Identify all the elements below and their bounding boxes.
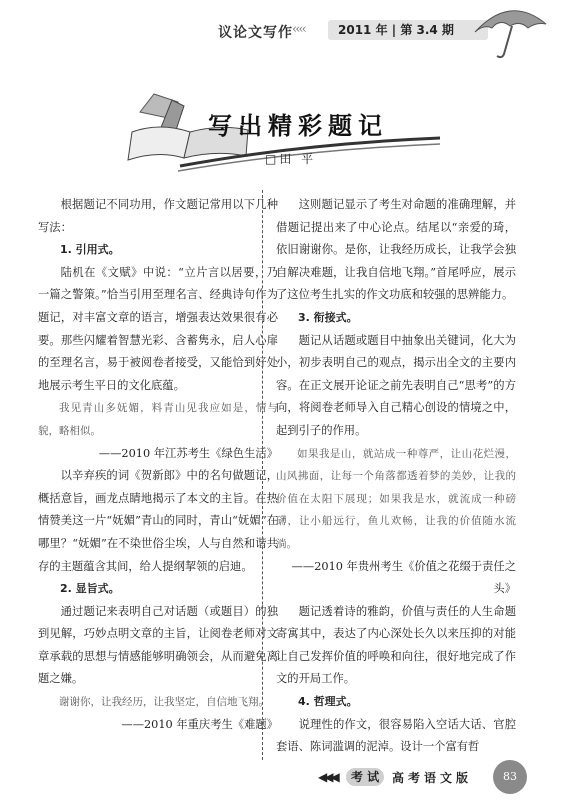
quote-source: ——2010 年贵州考生《价值之花缀于责任之头》 xyxy=(291,559,516,596)
page-number: 83 xyxy=(493,760,527,794)
left-column xyxy=(38,194,278,736)
epigraph-quote: 我见青山多妩媚，料青山见我应如是，情与貌，略相似。 xyxy=(38,402,278,437)
magazine-badge: 考 试 xyxy=(346,768,384,786)
article-title: 写出精彩题记 xyxy=(208,112,388,140)
page-header xyxy=(0,0,581,60)
chevrons-icon: ‹‹‹‹ xyxy=(292,22,305,37)
article-author: □田 平 xyxy=(265,152,317,166)
arrows-icon: ◀◀◀ xyxy=(318,770,337,784)
epigraph-quote: 如果我是山，就站成一种尊严，让山花烂漫，山风拂面，让每一个角落都透着梦的美妙，让我的价值在太阳下展现；如果我是水，就流成一种磅礴，让小船远行，鱼儿欢畅，让我的价值随水流淌。 xyxy=(276,447,516,550)
paragraph: 以辛弃疾的词《贺新郎》中的名句做题记，概括意旨，画龙点睛地揭示了本文的主旨。在热情赞美这一片“妩媚”青山的同时，青山“妩媚”在哪里？“妩媚”在不染世俗尘埃，人与自然和谐共存的主题蕴含其间，给人提纲挈领的启迪。 xyxy=(38,469,278,573)
paragraph: 说理性的作文，很容易陷入空话大话、官腔套语、陈词滥调的泥淖。设计一个富有哲 xyxy=(276,717,516,754)
paragraph: 根据题记不同功用，作文题记常用以下几种写法： xyxy=(38,198,278,234)
paragraph: 这则题记显示了考生对命题的准确理解，并借题记提出来了中心论点。结尾以“亲爱的琦，依旧谢谢你。是你，让我经历成长，让我学会独自解决难题，让我自信地飞翔。”首尾呼应，展示了这位考生扎实的作文功底和较强的思辨能力。 xyxy=(276,198,516,302)
issue-label: 2011 年 | 第 3.4 期 xyxy=(328,20,488,40)
column-title: 议论文写作 xyxy=(218,25,293,41)
section-heading: 2. 显旨式。 xyxy=(60,582,120,596)
magazine-title: 高考语文版 xyxy=(392,771,473,785)
section-heading: 4. 哲理式。 xyxy=(298,695,358,709)
umbrella-icon xyxy=(470,2,550,60)
quote-source: ——2010 年重庆考生《难题》 xyxy=(121,717,278,731)
epigraph-quote: 谢谢你，让我经历，让我坚定，自信地飞翔。 xyxy=(59,696,269,709)
section-heading: 1. 引用式。 xyxy=(60,243,120,257)
paragraph: 通过题记来表明自己对话题（或题目）的独到见解，巧妙点明文章的主旨，让阅卷老师对文章承载的思想与情感能够明确领会，从而避免离题之嫌。 xyxy=(38,604,278,686)
quote-source: ——2010 年江苏考生《绿色生活》 xyxy=(98,446,278,460)
column-divider xyxy=(262,190,263,760)
paragraph: 题记透着诗的雅韵，价值与责任的人生命题寄寓其中，表达了内心深处长久以来压抑的对能让自己发挥价值的呼唤和向往，很好地完成了作文的开局工作。 xyxy=(276,604,516,686)
right-column xyxy=(276,194,516,759)
section-heading: 3. 衔接式。 xyxy=(298,310,358,324)
page-footer xyxy=(0,760,581,800)
paragraph: 题记从话题或题目中抽象出关键词，化大为小，初步表明自己的观点，揭示出全文的主要内容。在正文展开论证之前先表明自己“思考”的方向，将阅卷老师导入自己精心创设的情境之中，起到引子的作用。 xyxy=(276,333,516,437)
paragraph: 陆机在《文赋》中说：“立片言以居要，乃一篇之警策。”恰当引用至理名言、经典诗句作为题记，对丰富文章的语言，增强表达效果很有必要。那些闪耀着智慧光彩、含蓄隽永，启人心扉的至理名言，易于被阅卷者接受，又能恰到好处地展示考生平日的文化底蕴。 xyxy=(38,265,278,392)
